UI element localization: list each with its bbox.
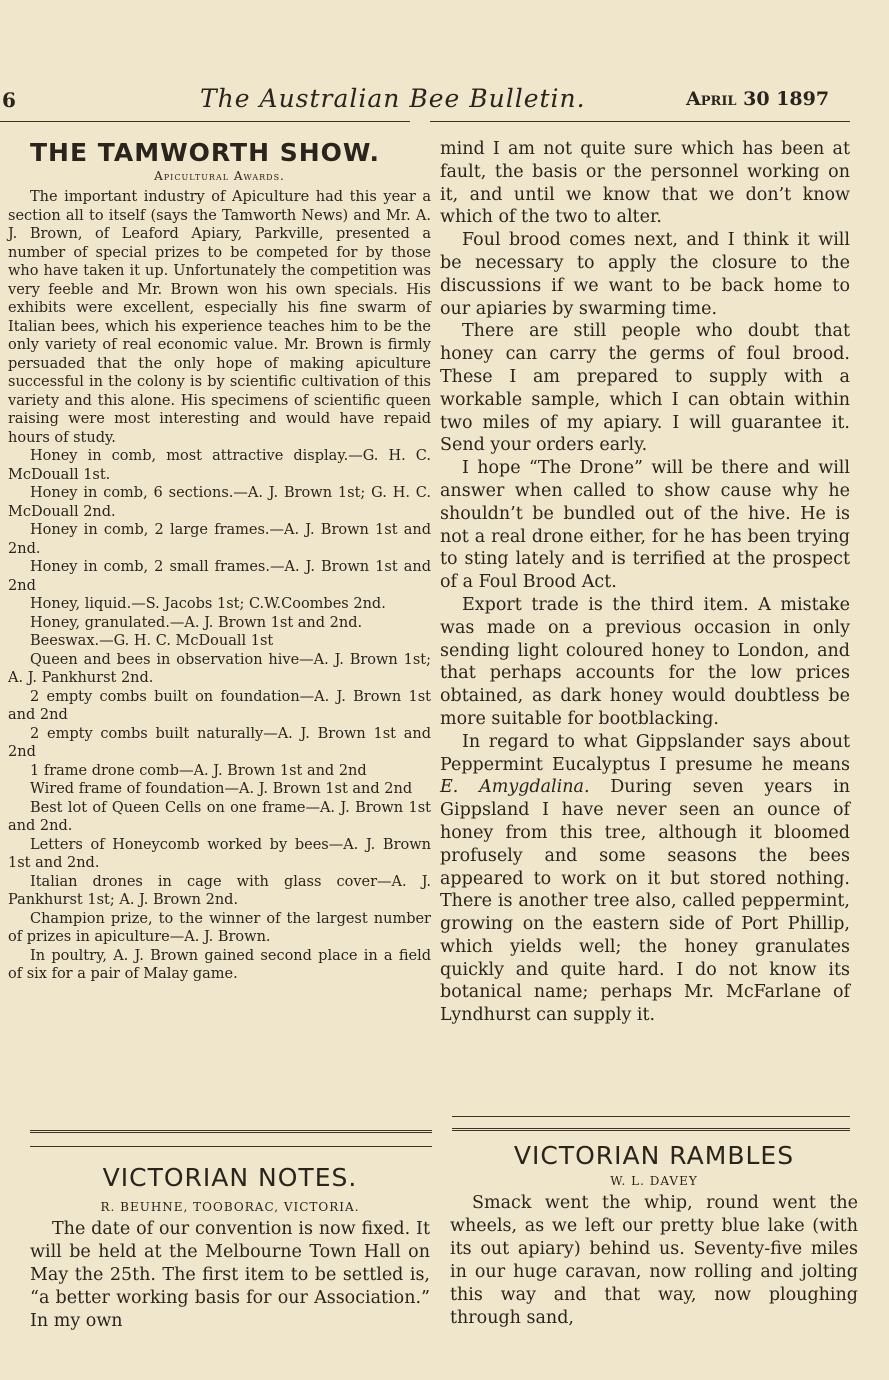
victorian-notes-continued: [440, 138, 850, 1027]
tamworth-heading: THE TAMWORTH SHOW.: [30, 138, 380, 167]
award-item: Honey in comb, 6 sections.—A. J. Brown 1st; G. H. C. McDouall 2nd.: [8, 485, 431, 520]
issue-date: [686, 88, 829, 110]
victorian-rambles-paragraph: Smack went the whip, round went the wheels, as we left our pretty blue lake (with its out apiary) behind us. Seventy-five miles in our huge caravan, now rolling and jolting this way and that way, now ploughing through sand,: [450, 1193, 858, 1328]
notes-paragraph: Foul brood comes next, and I think it will be necessary to apply the closure to the discussions if we want to be back home to our apiaries by swarming time.: [440, 230, 850, 319]
victorian-rambles-heading: VICTORIAN RAMBLES: [513, 1141, 795, 1170]
victorian-rambles-byline: W. L. DAVEY: [610, 1174, 698, 1188]
section-divider-left-thin: [30, 1146, 432, 1147]
issue-date-text: April 30 1897: [686, 88, 830, 110]
award-item: Champion prize, to the winner of the largest number of prizes in apiculture—A. J. Brown.: [8, 910, 431, 945]
award-item: Honey in comb, 2 large frames.—A. J. Brown 1st and 2nd.: [8, 522, 431, 557]
award-item: Beeswax.—G. H. C. McDouall 1st: [30, 633, 274, 649]
award-item: In poultry, A. J. Brown gained second place in a field of six for a pair of Malay game.: [8, 947, 431, 982]
section-divider-left: [30, 1130, 432, 1133]
species-name: E. Amygdalina.: [440, 777, 590, 798]
award-item: 2 empty combs built on foundation—A. J. Brown 1st and 2nd: [8, 688, 431, 723]
page-number: 6: [2, 88, 16, 112]
award-item: Italian drones in cage with glass cover—A. J. Pankhurst 1st; A. J. Brown 2nd.: [8, 873, 431, 908]
award-item: 2 empty combs built naturally—A. J. Brown 1st and 2nd: [8, 725, 431, 760]
award-item: Honey, granulated.—A. J. Brown 1st and 2nd.: [30, 614, 363, 631]
notes-paragraph: mind I am not quite sure which has been at fault, the basis or the personnel working on it, and until we know that we don’t know which of the two to alter.: [440, 139, 850, 228]
notes-paragraph: Export trade is the third item. A mistake was made on a previous occasion in only sending light coloured honey to London, and that perhaps accounts for the low prices obtained, as dark honey would doubtless be more suitable for bootblacking.: [440, 594, 850, 729]
header-rule-left: [0, 121, 410, 122]
award-item: Letters of Honeycomb worked by bees—A. J. Brown 1st and 2nd.: [8, 836, 431, 871]
section-divider-right-top: [452, 1116, 850, 1117]
tamworth-article: [8, 138, 431, 984]
award-item: Honey, liquid.—S. Jacobs 1st; C.W.Coombes 2nd.: [30, 596, 386, 612]
notes-paragraph-gippslander: [440, 731, 850, 1027]
gippslander-text-a: In regard to what Gippslander says about Peppermint Eucalyptus I presume he means: [440, 731, 850, 775]
notes-paragraph: I hope “The Drone” will be there and will answer when called to show cause why he shouldn’t be bundled out of the hive. He is not a real drone either, for he has been trying to sting lately and is terrified at the prospect of a Foul Brood Act.: [440, 458, 850, 593]
publication-title: The Australian Bee Bulletin.: [200, 84, 586, 113]
victorian-notes-heading: VICTORIAN NOTES.: [102, 1163, 358, 1192]
tamworth-intro: The important industry of Apiculture had this year a section all to itself (says the Tamworth News) and Mr. A. J. Brown, of Leaford Apiary, Parkville, presented a number of special prizes to be competed for by those who have taken it up. Unfortunately the competition was very feeble and Mr. Brown won his own specials. His exhibits were excellent, especially his fine swarm of Italian bees, which his experience teaches him to be the only variety of real economic value. Mr. Brown is firmly persuaded that the only hope of making apiculture successful in the colony is by scientific cultivation of this variety and this alone. His specimens of scientific queen raising were most interesting and would have repaid hours of study.: [8, 189, 431, 446]
awards-list: [8, 447, 431, 984]
gippslander-text-b: During seven years in Gippsland I have never seen an ounce of honey from this tree, although it bloomed profusely and some seasons the bees appeared to work on it but stored nothing. There is another tree also, called peppermint, growing on the eastern side of Port Phillip, which yields well; the honey granulates quickly and quite hard. I do not know its botanical name; perhaps Mr. McFarlane of Lyndhurst can supply it.: [440, 777, 850, 1026]
header-rule-right: [430, 121, 850, 122]
award-item: Best lot of Queen Cells on one frame—A. J. Brown 1st and 2nd.: [8, 799, 431, 834]
victorian-notes-paragraph: The date of our convention is now fixed. It will be held at the Melbourne Town Hall on May the 25th. The first item to be settled is, “a better working basis for our Association.” In my own: [30, 1219, 430, 1331]
award-item: Honey in comb, 2 small frames.—A. J. Brown 1st and 2nd: [8, 559, 431, 594]
victorian-rambles-article: [450, 1140, 858, 1330]
award-item: Wired frame of foundation—A. J. Brown 1st and 2nd: [30, 781, 413, 797]
victorian-notes-article: [30, 1162, 430, 1333]
victorian-notes-byline: R. BEUHNE, TOOBORAC, VICTORIA.: [100, 1200, 360, 1214]
award-item: Queen and bees in observation hive—A. J. Brown 1st; A. J. Pankhurst 2nd.: [8, 651, 431, 686]
award-item: Honey in comb, most attractive display.—G. H. C. McDouall 1st.: [8, 448, 431, 483]
notes-paragraph: There are still people who doubt that honey can carry the germs of foul brood. These I am prepared to supply with a workable sample, which I can obtain within two miles of my apiary. I will guarantee it. Send your orders early.: [440, 321, 850, 456]
award-item: 1 frame drone comb—A. J. Brown 1st and 2nd: [30, 762, 367, 779]
section-divider-right: [452, 1128, 850, 1131]
tamworth-subheading: Apicultural Awards.: [154, 169, 285, 183]
